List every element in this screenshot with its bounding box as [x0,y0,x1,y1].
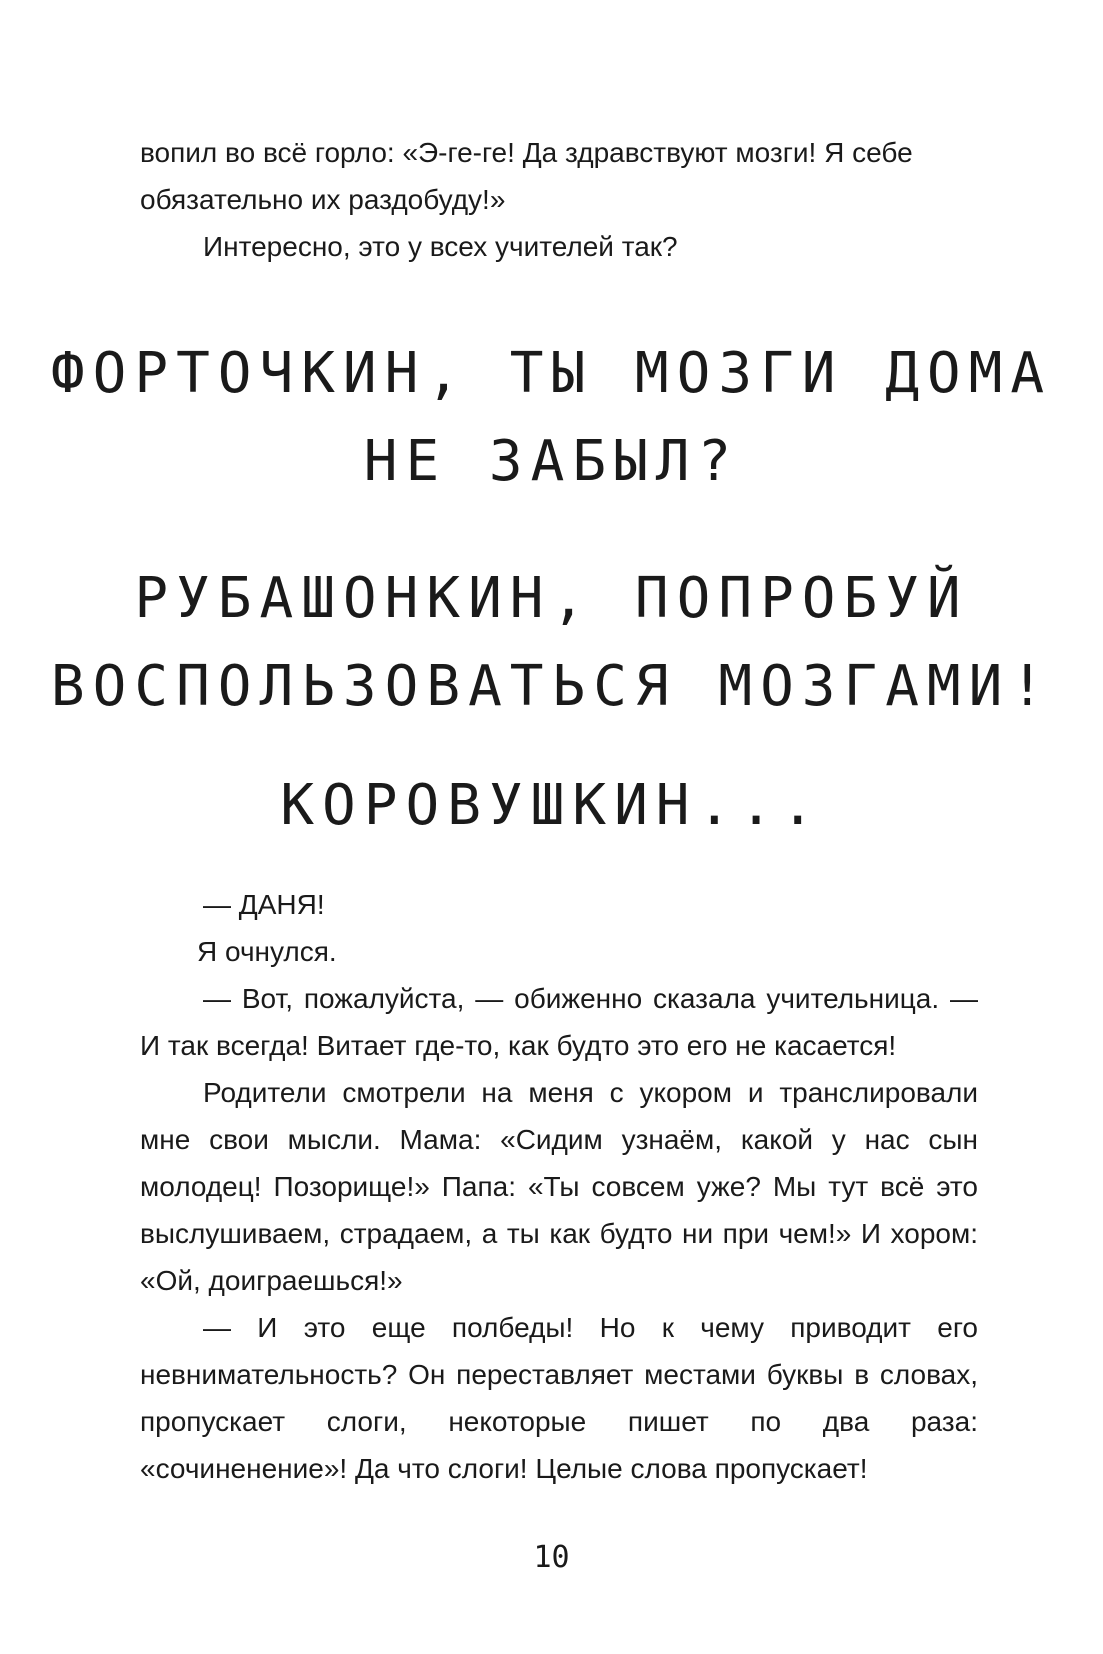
display-line: ВОСПОЛЬЗОВАТЬСЯ МОЗГАМИ! [50,654,1053,719]
paragraph: — ДАНЯ! [203,889,325,920]
display-line: ФОРТОЧКИН, ТЫ МОЗГИ ДОМА [50,341,1053,406]
display-line: РУБАШОНКИН, ПОПРОБУЙ [134,566,969,631]
paragraph-line: вопил во всё горло: «Э-ге-ге! Да здравствуют мозги! Я себе [140,137,913,168]
display-line: КОРОВУШКИН... [280,773,823,838]
display-heading-korov [0,762,1103,850]
paragraph-continuation [140,129,978,223]
display-heading-forto [0,330,1103,506]
top-text-block [140,129,978,270]
paragraph: Я очнулся. [197,936,337,967]
bottom-text-block [140,881,978,1492]
paragraph-line: обязательно их раздобуду!» [140,184,506,215]
paragraph: Родители смотрели на меня с укором и транслировали мне свои мысли. Мама: «Сидим узнаём, какой у нас сын молодец! Позорище!» Папа: «Ты совсем уже? Мы тут всё это выслушиваем, страдаем, а ты как будто ни при чем!» И хором: «Ой, доиграешься!» [140,1077,978,1296]
paragraph: Интересно, это у всех учителей так? [203,231,678,262]
display-heading-rubash [0,555,1103,731]
paragraph: — Вот, пожалуйста, — обиженно сказала учительница. — И так всегда! Витает где-то, как будто это его не касается! [140,983,978,1061]
display-line: НЕ ЗАБЫЛ? [363,429,740,494]
paragraph: — И это еще полбеды! Но к чему приводит его невнимательность? Он переставляет местами буквы в словах, пропускает слоги, некоторые пишет по два раза: «сочиненение»! Да что слоги! Целые слова пропускает! [140,1312,978,1484]
page-number: 10 [533,1540,570,1575]
